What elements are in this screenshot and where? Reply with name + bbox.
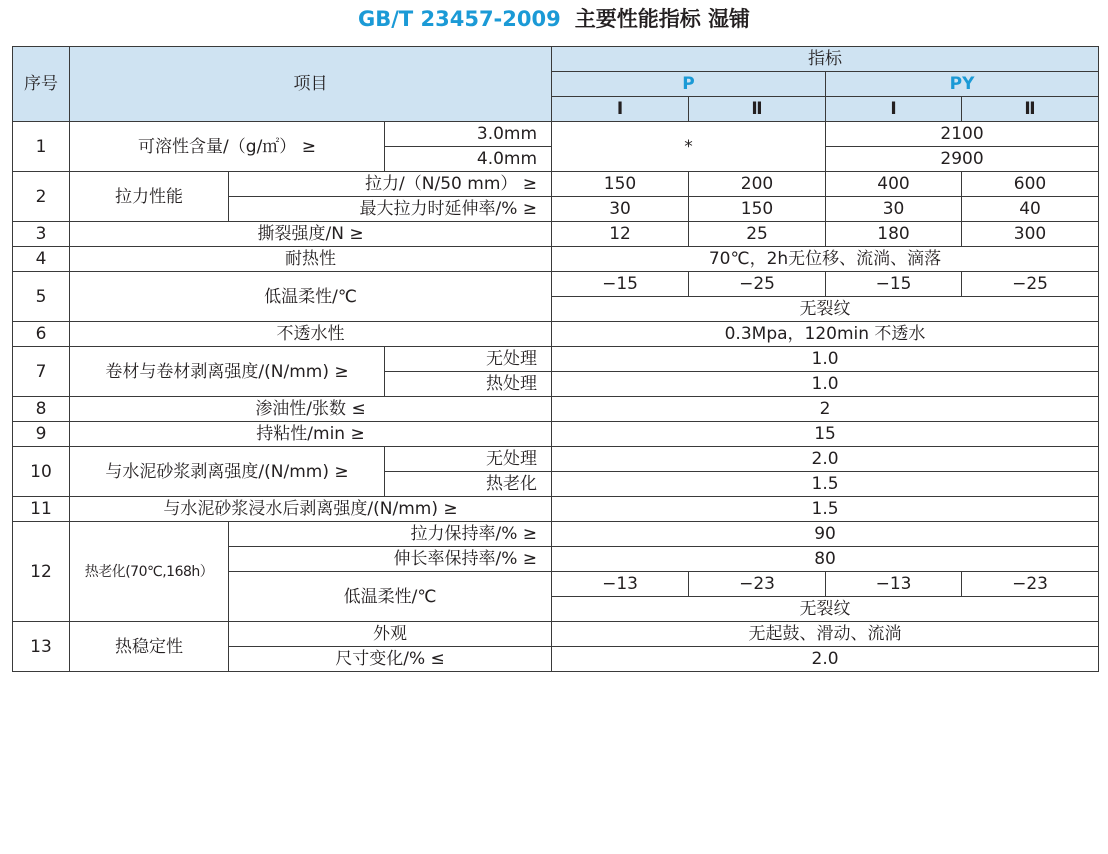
header-item: 项目	[70, 47, 552, 122]
row-label: 与水泥砂浆浸水后剥离强度/(N/mm) ≥	[70, 497, 552, 522]
row-label: 卷材与卷材剥离强度/(N/mm) ≥	[70, 347, 385, 397]
row-value: 2100	[826, 122, 1099, 147]
row-no: 7	[13, 347, 70, 397]
row-label: 低温柔性/℃	[70, 272, 552, 322]
row-label: 渗油性/张数 ≤	[70, 397, 552, 422]
row-value: 1.5	[552, 497, 1099, 522]
row-value: 无起鼓、滑动、流淌	[552, 622, 1099, 647]
header-py: PY	[826, 72, 1099, 97]
row-value: 15	[552, 422, 1099, 447]
header-grade: Ⅱ	[962, 97, 1099, 122]
row-value: −25	[689, 272, 826, 297]
row-no: 4	[13, 247, 70, 272]
row-value: −13	[552, 572, 689, 597]
row-no: 12	[13, 522, 70, 622]
row-no: 6	[13, 322, 70, 347]
row-value: 400	[826, 172, 962, 197]
table-row	[13, 622, 1099, 647]
row-sub-label: 外观	[229, 622, 552, 647]
row-value: 80	[552, 547, 1099, 572]
row-value: 40	[962, 197, 1099, 222]
row-label: 持粘性/min ≥	[70, 422, 552, 447]
row-value: 无裂纹	[552, 597, 1099, 622]
table-row	[13, 397, 1099, 422]
row-no: 2	[13, 172, 70, 222]
row-sub-label: 尺寸变化/% ≤	[229, 647, 552, 672]
row-sub-label: 无处理	[385, 347, 552, 372]
row-no: 10	[13, 447, 70, 497]
table-row	[13, 522, 1099, 547]
table-row	[13, 247, 1099, 272]
row-value: 1.5	[552, 472, 1099, 497]
row-value: −13	[826, 572, 962, 597]
row-value: 25	[689, 222, 826, 247]
row-sub-label: 拉力保持率/% ≥	[229, 522, 552, 547]
row-value: 2900	[826, 147, 1099, 172]
row-sub-label: 3.0mm	[385, 122, 552, 147]
row-value: 150	[689, 197, 826, 222]
table-row	[13, 347, 1099, 372]
header-no: 序号	[13, 47, 70, 122]
row-label: 热稳定性	[70, 622, 229, 672]
row-label: 可溶性含量/（g/㎡） ≥	[70, 122, 385, 172]
row-label: 热老化(70℃,168h）	[70, 522, 229, 622]
row-value: 30	[552, 197, 689, 222]
row-value: 70℃，2h无位移、流淌、滴落	[552, 247, 1099, 272]
header-row	[13, 47, 1099, 72]
row-value: 150	[552, 172, 689, 197]
table-row	[13, 272, 1099, 297]
row-value: −23	[689, 572, 826, 597]
row-value: −15	[826, 272, 962, 297]
row-value: 0.3Mpa，120min 不透水	[552, 322, 1099, 347]
row-no: 9	[13, 422, 70, 447]
row-value: −15	[552, 272, 689, 297]
row-no: 8	[13, 397, 70, 422]
table-row	[13, 422, 1099, 447]
row-sub-label: 热老化	[385, 472, 552, 497]
row-sub-label: 4.0mm	[385, 147, 552, 172]
row-value: 1.0	[552, 347, 1099, 372]
row-label: 撕裂强度/N ≥	[70, 222, 552, 247]
table-row	[13, 447, 1099, 472]
header-grade: Ⅰ	[826, 97, 962, 122]
row-value: 12	[552, 222, 689, 247]
row-value: 30	[826, 197, 962, 222]
header-grade: Ⅰ	[552, 97, 689, 122]
row-value: 2.0	[552, 647, 1099, 672]
table-row	[13, 322, 1099, 347]
row-sub-label: 热处理	[385, 372, 552, 397]
header-grade: Ⅱ	[689, 97, 826, 122]
header-p: P	[552, 72, 826, 97]
row-value: −23	[962, 572, 1099, 597]
row-sub-label: 拉力/（N/50 mm） ≥	[229, 172, 552, 197]
row-label: 耐热性	[70, 247, 552, 272]
table-row	[13, 172, 1099, 197]
row-value: 90	[552, 522, 1099, 547]
header-index: 指标	[552, 47, 1099, 72]
row-value: 无裂纹	[552, 297, 1099, 322]
row-sub-label: 低温柔性/℃	[229, 572, 552, 622]
row-label: 拉力性能	[70, 172, 229, 222]
row-label: 不透水性	[70, 322, 552, 347]
row-no: 13	[13, 622, 70, 672]
row-no: 1	[13, 122, 70, 172]
row-value: *	[552, 122, 826, 172]
row-value: 600	[962, 172, 1099, 197]
row-value: 180	[826, 222, 962, 247]
row-value: 300	[962, 222, 1099, 247]
page-title	[0, 4, 1108, 34]
row-label: 与水泥砂浆剥离强度/(N/mm) ≥	[70, 447, 385, 497]
table-row	[13, 222, 1099, 247]
table-row	[13, 122, 1099, 147]
row-value: 200	[689, 172, 826, 197]
standard-code: GB/T 23457-2009	[357, 7, 561, 31]
row-no: 11	[13, 497, 70, 522]
row-sub-label: 最大拉力时延伸率/% ≥	[229, 197, 552, 222]
title-text: 主要性能指标 湿铺	[574, 7, 751, 31]
row-value: 2.0	[552, 447, 1099, 472]
row-value: −25	[962, 272, 1099, 297]
row-sub-label: 伸长率保持率/% ≥	[229, 547, 552, 572]
spec-table	[12, 46, 1099, 672]
row-value: 2	[552, 397, 1099, 422]
row-no: 5	[13, 272, 70, 322]
row-sub-label: 无处理	[385, 447, 552, 472]
row-value: 1.0	[552, 372, 1099, 397]
table-row	[13, 497, 1099, 522]
row-no: 3	[13, 222, 70, 247]
